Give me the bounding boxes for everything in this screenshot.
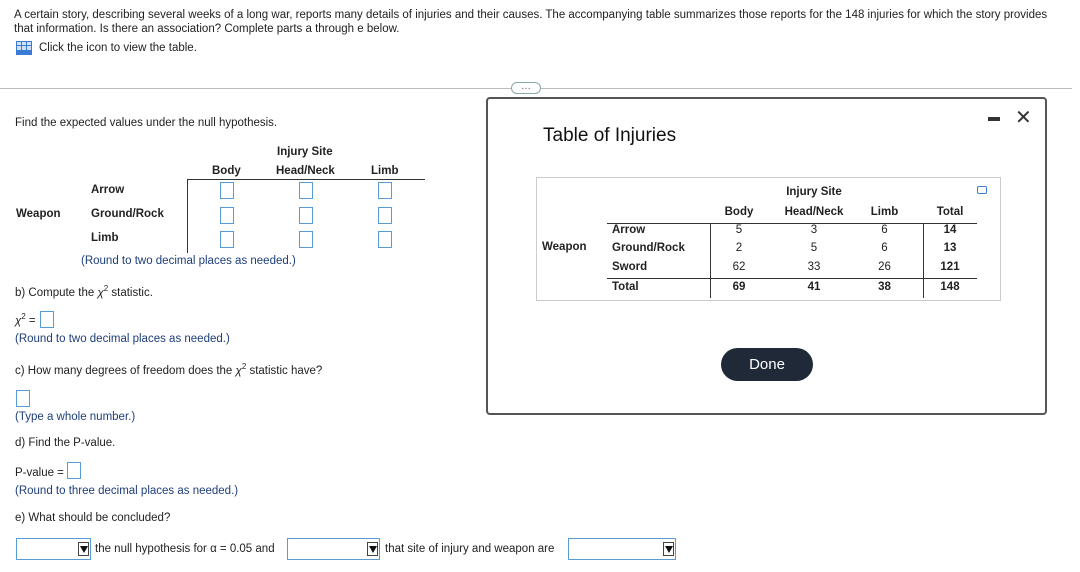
row-label-groundrock: Ground/Rock: [612, 242, 685, 254]
cell: 3: [810, 224, 818, 236]
more-button[interactable]: …: [511, 82, 541, 94]
expected-limb-headneck-input[interactable]: [299, 231, 313, 248]
label-rule: [710, 223, 711, 298]
expected-arrow-body-input[interactable]: [220, 182, 234, 199]
cell: 5: [810, 242, 818, 254]
cell: 13: [943, 242, 957, 254]
copy-icon[interactable]: [977, 186, 987, 194]
reject-decision-select[interactable]: [16, 538, 91, 560]
part-b-hint: (Round to two decimal places as needed.): [15, 333, 230, 345]
col-header-headneck: Head/Neck: [784, 206, 844, 218]
expected-limb-limb-input[interactable]: [378, 231, 392, 248]
table-of-injuries-dialog: [486, 97, 1047, 415]
cell: 6: [881, 224, 888, 236]
cell: 148: [940, 281, 960, 293]
expected-limb-body-input[interactable]: [220, 231, 234, 248]
part-e-end-text: that site of injury and weapon are: [385, 543, 555, 555]
part-e-prompt: e) What should be concluded?: [15, 512, 171, 524]
pvalue-input[interactable]: [67, 462, 81, 479]
total-col-rule: [923, 223, 924, 298]
weapon-label: Weapon: [16, 208, 61, 220]
part-c-hint: (Type a whole number.): [15, 411, 136, 423]
expected-groundrock-body-input[interactable]: [220, 207, 234, 224]
row-label-total: Total: [612, 281, 639, 293]
col-header-limb: Limb: [371, 165, 399, 177]
chi-square-input[interactable]: [40, 311, 54, 328]
injuries-table: [536, 177, 1001, 301]
degrees-of-freedom-input[interactable]: [16, 390, 30, 407]
association-select[interactable]: [568, 538, 676, 560]
cell: 62: [732, 261, 746, 273]
cell: 33: [807, 261, 821, 273]
row-rule: [187, 179, 188, 253]
expected-arrow-limb-input[interactable]: [378, 182, 392, 199]
chevron-down-icon[interactable]: [663, 542, 674, 556]
expected-arrow-headneck-input[interactable]: [299, 182, 313, 199]
expected-groundrock-headneck-input[interactable]: [299, 207, 313, 224]
part-b-prompt: b) Compute the $\chi^2$ statistic.: [15, 284, 153, 299]
cell: 121: [940, 261, 960, 273]
chi-square-row: $\chi^2$ =: [15, 312, 36, 327]
minimize-icon[interactable]: [988, 117, 1000, 121]
total-rule: [607, 278, 977, 279]
row-label-sword: Sword: [612, 261, 648, 273]
cell: 14: [943, 224, 957, 236]
part-d-hint: (Round to three decimal places as needed.): [15, 485, 239, 497]
col-header-body: Body: [212, 165, 241, 177]
chevron-down-icon[interactable]: [78, 542, 89, 556]
chevron-down-icon[interactable]: [367, 542, 378, 556]
col-header-limb: Limb: [870, 206, 899, 218]
view-table-text: Click the icon to view the table.: [39, 42, 197, 54]
dialog-title: Table of Injuries: [543, 125, 677, 146]
part-e-mid-text: the null hypothesis for α = 0.05 and: [95, 543, 275, 555]
part-a-prompt: Find the expected values under the null hypothesis.: [15, 117, 278, 129]
expected-groundrock-limb-input[interactable]: [378, 207, 392, 224]
problem-statement: A certain story, describing several weeks of a long war, reports many details of injuries and their causes. The accompanying table summarizes those reports for the 148 injuries for which the story provides that information. Is there an association? Complete parts a through e below.: [14, 9, 1048, 35]
injury-site-header: Injury Site: [786, 186, 842, 198]
cell: 38: [878, 281, 891, 293]
done-button[interactable]: Done: [721, 348, 813, 381]
cell: 26: [878, 261, 891, 273]
conclusion-select[interactable]: [287, 538, 380, 560]
header-rule: [187, 179, 425, 180]
part-a-hint: (Round to two decimal places as needed.): [81, 255, 296, 267]
view-table-link[interactable]: [16, 41, 197, 55]
cell: 41: [807, 281, 821, 293]
row-label-limb: Limb: [91, 232, 119, 244]
close-icon[interactable]: ✕: [1015, 107, 1032, 129]
injury-site-header: Injury Site: [277, 146, 333, 158]
part-d-prompt: d) Find the P-value.: [15, 437, 116, 449]
cell: 2: [735, 242, 743, 254]
pvalue-label: P-value =: [15, 467, 64, 479]
cell: 69: [732, 281, 746, 293]
row-label-arrow: Arrow: [612, 224, 646, 236]
row-label-arrow: Arrow: [91, 184, 125, 196]
row-label-groundrock: Ground/Rock: [91, 208, 164, 220]
cell: 6: [881, 242, 888, 254]
col-header-headneck: Head/Neck: [276, 165, 335, 177]
col-header-body: Body: [724, 206, 754, 218]
table-icon[interactable]: [16, 41, 32, 55]
weapon-label: Weapon: [542, 241, 587, 253]
part-c-prompt: c) How many degrees of freedom does the $\chi^2$ statistic have?: [15, 362, 323, 377]
cell: 5: [735, 224, 743, 236]
col-header-total: Total: [936, 206, 964, 218]
